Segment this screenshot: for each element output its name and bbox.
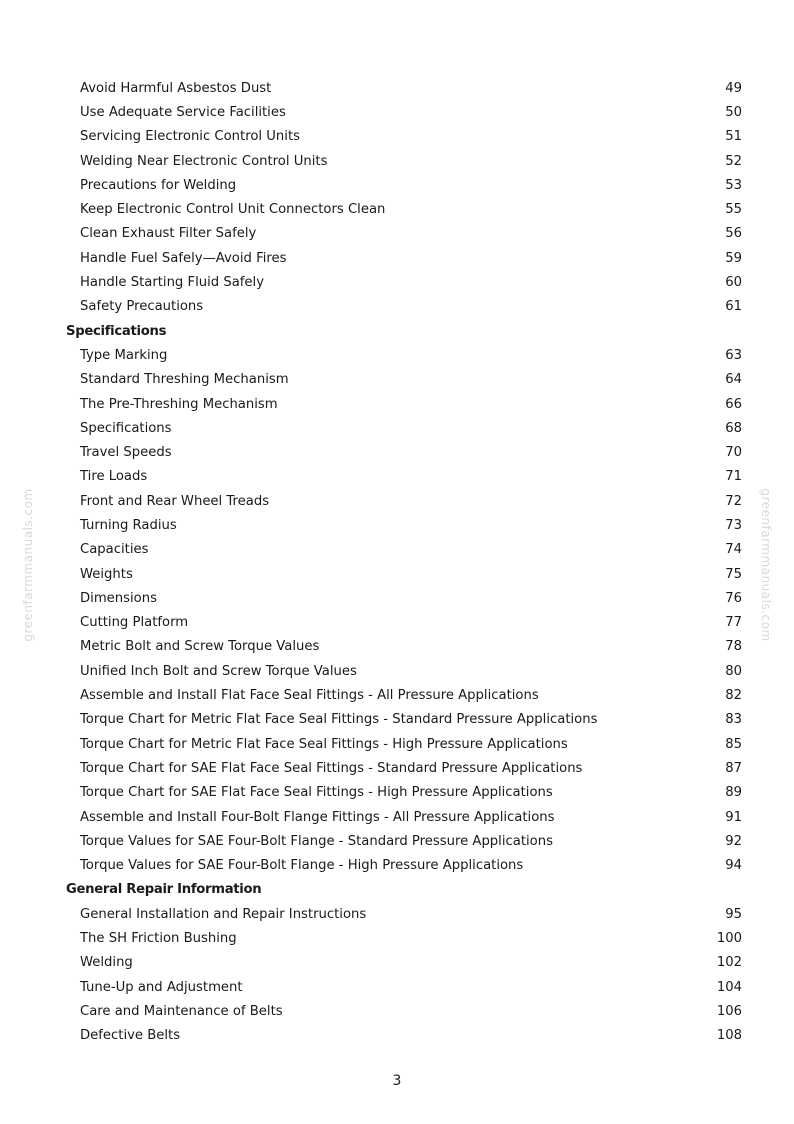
toc-entry-page: 106 — [716, 1003, 742, 1019]
watermark-left: greenfarmmanuals.com — [21, 488, 35, 642]
toc-entry-title: Dimensions — [80, 590, 157, 606]
toc-entry-title: Torque Values for SAE Four-Bolt Flange - Standard Pressure Applications — [80, 833, 553, 849]
toc-entry[interactable] — [66, 926, 742, 950]
toc-entry-title: Front and Rear Wheel Treads — [80, 493, 270, 509]
toc-entry-title: Servicing Electronic Control Units — [80, 129, 300, 145]
toc-entry[interactable] — [66, 732, 742, 756]
toc-entry[interactable] — [66, 416, 742, 440]
toc-entry[interactable] — [66, 635, 742, 659]
toc-entry-title: Tune-Up and Adjustment — [80, 979, 243, 995]
toc-entry[interactable] — [66, 270, 742, 294]
toc-entry[interactable] — [66, 854, 742, 878]
toc-entry[interactable] — [66, 222, 742, 246]
toc-entry-page: 64 — [725, 372, 742, 388]
toc-entry-page: 70 — [725, 445, 742, 461]
toc-entry-title: Cutting Platform — [80, 615, 189, 631]
toc-entry-title: Torque Values for SAE Four-Bolt Flange - High Pressure Applications — [80, 858, 524, 874]
toc-entry[interactable] — [66, 708, 742, 732]
toc-entry[interactable] — [66, 246, 742, 270]
toc-entry[interactable] — [66, 683, 742, 707]
toc-entry-page: 78 — [725, 639, 742, 655]
toc-entry[interactable] — [66, 343, 742, 367]
toc-entry[interactable] — [66, 756, 742, 780]
toc-entry[interactable] — [66, 76, 742, 100]
toc-entry[interactable] — [66, 295, 742, 319]
toc-entry[interactable] — [66, 173, 742, 197]
toc-entry[interactable] — [66, 465, 742, 489]
toc-entry-page: 52 — [725, 153, 742, 169]
toc-section-heading — [66, 319, 742, 343]
toc-entry[interactable] — [66, 440, 742, 464]
toc-entry-page: 102 — [716, 955, 742, 971]
toc-entry-page: 68 — [725, 420, 742, 436]
toc-entry-page: 77 — [725, 615, 742, 631]
toc-entry[interactable] — [66, 951, 742, 975]
toc-entry[interactable] — [66, 149, 742, 173]
toc-entry[interactable] — [66, 100, 742, 124]
toc-entry-title: Use Adequate Service Facilities — [80, 104, 286, 120]
toc-entry[interactable] — [66, 125, 742, 149]
toc-entry-title: Specifications — [80, 420, 172, 436]
toc-entry-title: Standard Threshing Mechanism — [80, 372, 289, 388]
toc-entry-page: 76 — [725, 590, 742, 606]
toc-entry-page: 71 — [725, 469, 742, 485]
toc-entry-page: 61 — [725, 299, 742, 315]
toc-entry-page: 108 — [716, 1028, 742, 1044]
toc-entry[interactable] — [66, 562, 742, 586]
watermark-right: greenfarmmanuals.com — [759, 488, 773, 642]
toc-entry[interactable] — [66, 829, 742, 853]
toc-entry[interactable] — [66, 999, 742, 1023]
toc-entry[interactable] — [66, 975, 742, 999]
toc-entry[interactable] — [66, 902, 742, 926]
toc-entry-title: Unified Inch Bolt and Screw Torque Values — [80, 663, 357, 679]
toc-entry-page: 80 — [725, 663, 742, 679]
toc-entry[interactable] — [66, 611, 742, 635]
toc-entry-title: Welding — [80, 955, 133, 971]
toc-entry-page: 73 — [725, 517, 742, 533]
toc-entry-title: Assemble and Install Flat Face Seal Fittings - All Pressure Applications — [80, 688, 539, 704]
toc-entry-page: 85 — [725, 736, 742, 752]
toc-entry[interactable] — [66, 1024, 742, 1048]
toc-entry-title: Torque Chart for SAE Flat Face Seal Fittings - Standard Pressure Applications — [80, 760, 583, 776]
page-number: 3 — [392, 1073, 402, 1089]
table-of-contents — [66, 76, 742, 1048]
toc-entry-page: 91 — [725, 809, 742, 825]
toc-entry[interactable] — [66, 659, 742, 683]
toc-entry-page: 63 — [725, 347, 742, 363]
toc-entry[interactable] — [66, 781, 742, 805]
toc-entry-title: Welding Near Electronic Control Units — [80, 153, 328, 169]
toc-entry-title: Care and Maintenance of Belts — [80, 1003, 283, 1019]
toc-entry[interactable] — [66, 586, 742, 610]
toc-entry-title: Precautions for Welding — [80, 177, 237, 193]
toc-entry-title: Keep Electronic Control Unit Connectors Clean — [80, 202, 386, 218]
toc-entry-title: Torque Chart for SAE Flat Face Seal Fittings - High Pressure Applications — [80, 785, 553, 801]
toc-entry[interactable] — [66, 513, 742, 537]
toc-entry-title: Turning Radius — [80, 517, 177, 533]
toc-entry-title: The Pre-Threshing Mechanism — [80, 396, 278, 412]
toc-entry-page: 87 — [725, 760, 742, 776]
toc-entry-page: 92 — [725, 833, 742, 849]
toc-entry-title: Defective Belts — [80, 1028, 181, 1044]
toc-entry[interactable] — [66, 392, 742, 416]
toc-entry-page: 50 — [725, 104, 742, 120]
toc-entry-page: 94 — [725, 858, 742, 874]
toc-entry-title: Handle Fuel Safely—Avoid Fires — [80, 250, 287, 266]
toc-entry-page: 75 — [725, 566, 742, 582]
toc-entry-title: Safety Precautions — [80, 299, 204, 315]
toc-entry-page: 74 — [725, 542, 742, 558]
toc-entry-title: Metric Bolt and Screw Torque Values — [80, 639, 320, 655]
toc-entry-title: Travel Speeds — [80, 445, 172, 461]
toc-entry-title: Specifications — [66, 323, 167, 339]
toc-entry-page: 83 — [725, 712, 742, 728]
toc-entry-page: 59 — [725, 250, 742, 266]
toc-entry[interactable] — [66, 489, 742, 513]
toc-entry-title: Type Marking — [80, 347, 168, 363]
toc-entry[interactable] — [66, 197, 742, 221]
toc-entry-page: 89 — [725, 785, 742, 801]
toc-entry-title: General Installation and Repair Instructions — [80, 906, 367, 922]
toc-entry-page: 104 — [716, 979, 742, 995]
toc-entry-title: General Repair Information — [66, 882, 262, 898]
toc-entry-title: Handle Starting Fluid Safely — [80, 275, 265, 291]
toc-entry-title: Capacities — [80, 542, 149, 558]
toc-entry-page: 72 — [725, 493, 742, 509]
toc-entry[interactable] — [66, 538, 742, 562]
toc-entry-title: Clean Exhaust Filter Safely — [80, 226, 257, 242]
toc-entry-page: 60 — [725, 275, 742, 291]
toc-entry-page: 55 — [725, 202, 742, 218]
toc-entry-title: Torque Chart for Metric Flat Face Seal Fittings - Standard Pressure Applications — [80, 712, 598, 728]
toc-entry-page: 95 — [725, 906, 742, 922]
toc-entry-title: Avoid Harmful Asbestos Dust — [80, 80, 272, 96]
toc-entry-title: The SH Friction Bushing — [80, 931, 237, 947]
toc-entry-page: 66 — [725, 396, 742, 412]
toc-entry-page: 53 — [725, 177, 742, 193]
toc-entry-title: Tire Loads — [80, 469, 148, 485]
toc-entry[interactable] — [66, 368, 742, 392]
toc-entry-page: 82 — [725, 688, 742, 704]
toc-entry-page: 49 — [725, 80, 742, 96]
toc-entry[interactable] — [66, 805, 742, 829]
toc-entry-title: Assemble and Install Four-Bolt Flange Fittings - All Pressure Applications — [80, 809, 555, 825]
toc-entry-page: 100 — [716, 931, 742, 947]
toc-entry-title: Weights — [80, 566, 133, 582]
toc-entry-page: 51 — [725, 129, 742, 145]
toc-entry-title: Torque Chart for Metric Flat Face Seal Fittings - High Pressure Applications — [80, 736, 568, 752]
toc-entry-page: 56 — [725, 226, 742, 242]
toc-section-heading — [66, 878, 742, 902]
